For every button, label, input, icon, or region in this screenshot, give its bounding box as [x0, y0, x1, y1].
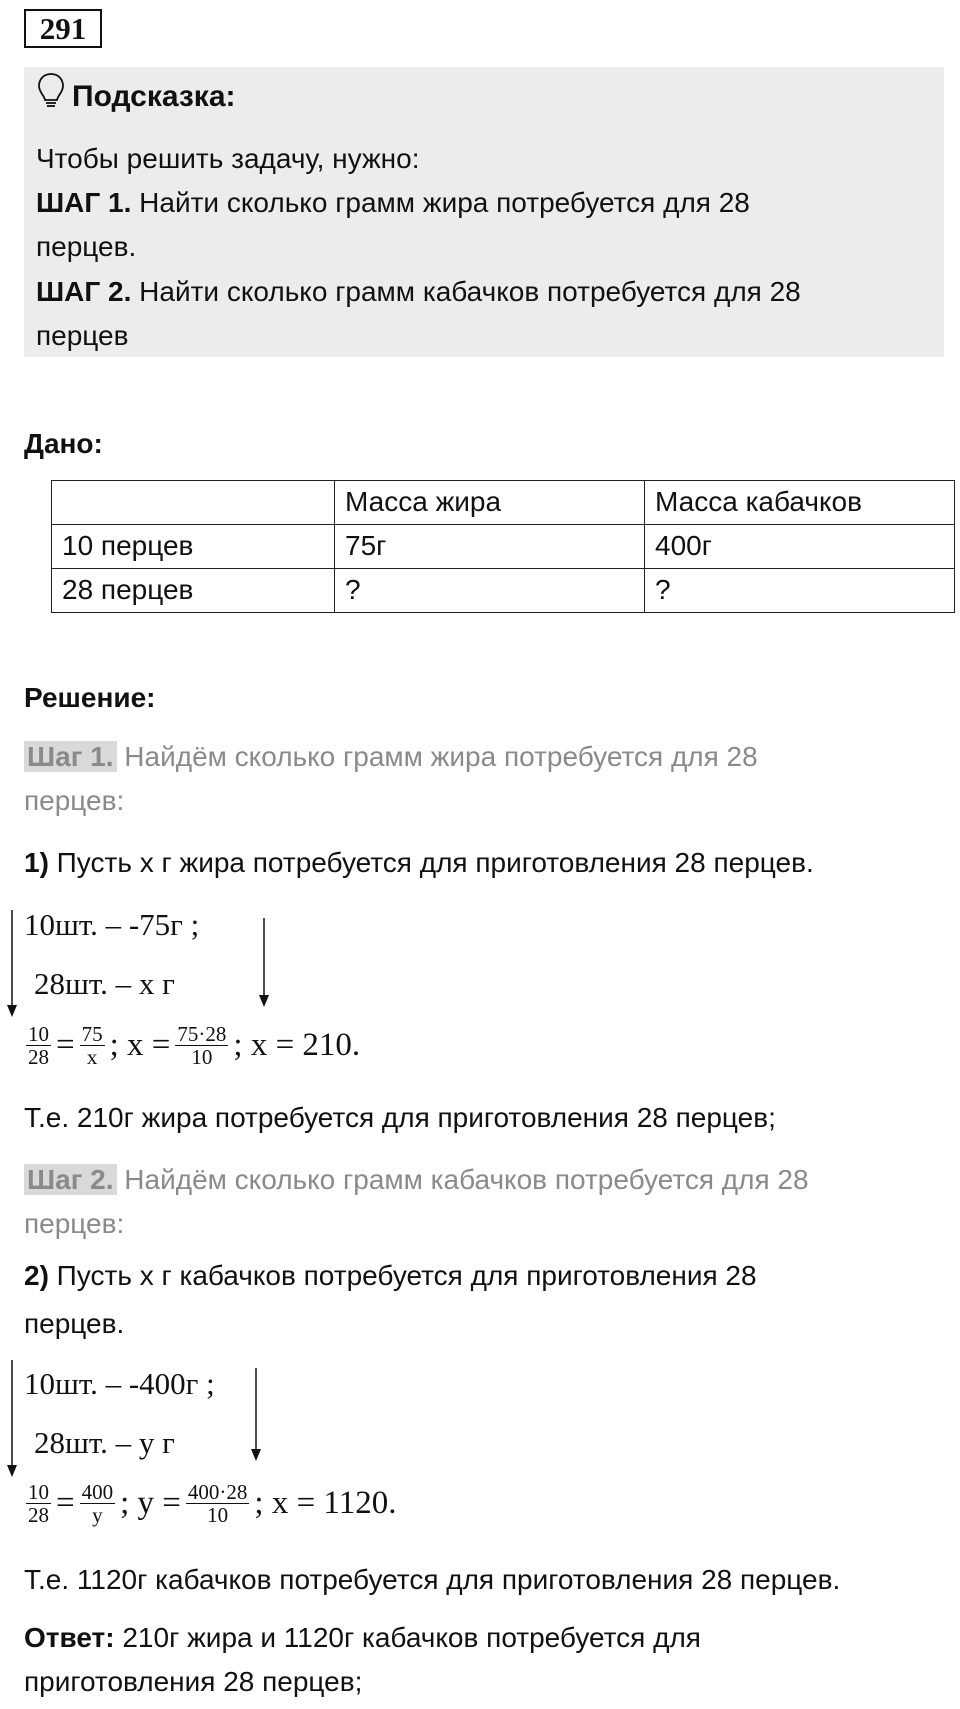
fraction	[26, 1023, 51, 1068]
fraction	[80, 1023, 105, 1068]
step2-tag: Шаг 2.	[24, 1164, 117, 1195]
step1-heading-cont: перцев:	[24, 785, 125, 816]
table-cell: ?	[335, 569, 645, 613]
numerator: 400·28	[187, 1480, 248, 1505]
fraction	[186, 1481, 250, 1526]
hint-step2-text: Найти сколько грамм кабачков потребуется для 28	[131, 276, 801, 307]
table-cell: 400г	[645, 525, 955, 569]
proportion2-line1: 10шт. – -400г ;	[24, 1366, 215, 1401]
hint-step1-cont: перцев.	[36, 231, 137, 262]
answer-label: Ответ:	[24, 1622, 115, 1653]
answer	[24, 1618, 701, 1659]
numerator: 75·28	[177, 1022, 227, 1047]
equation1	[24, 1022, 363, 1070]
numerator: 10	[28, 1480, 49, 1505]
equation-text: ; х = 1120.	[254, 1485, 397, 1521]
step1-text: Найдём сколько грамм жира потребуется для 28	[116, 741, 758, 772]
solution-title: Решение:	[24, 682, 156, 713]
fraction	[80, 1481, 116, 1526]
item2-cont: перцев.	[24, 1308, 125, 1339]
equation2	[24, 1480, 399, 1528]
hint-step2-label: ШАГ 2.	[36, 276, 132, 307]
equals-sign: =	[56, 1027, 75, 1063]
table-cell: 10 перцев	[52, 525, 335, 569]
step1-result: Т.е. 210г жира потребуется для приготовления 28 перцев;	[24, 1102, 776, 1133]
item1-number: 1)	[24, 847, 49, 878]
denominator: 10	[191, 1045, 213, 1070]
hint-title: Подсказка:	[72, 80, 236, 114]
answer-cont: приготовления 28 перцев;	[24, 1666, 363, 1697]
problem-number: 291	[24, 9, 102, 48]
fraction	[175, 1023, 228, 1068]
table-cell: ?	[645, 569, 955, 613]
denominator: 10	[207, 1503, 229, 1528]
proportion1-line1: 10шт. – -75г ;	[24, 907, 200, 942]
numerator: 10	[28, 1022, 49, 1047]
denominator: 28	[28, 1503, 49, 1528]
table-header-cell: Масса кабачков	[645, 481, 955, 525]
item2	[24, 1256, 757, 1297]
table-header-cell: Масса жира	[335, 481, 645, 525]
given-title: Дано:	[24, 428, 103, 459]
table-cell: 75г	[335, 525, 645, 569]
hint-step2-cont: перцев	[36, 320, 129, 351]
step2-heading-cont: перцев:	[24, 1208, 125, 1239]
step2-result: Т.е. 1120г кабачков потребуется для приготовления 28 перцев.	[24, 1564, 841, 1595]
numerator: 400	[81, 1480, 114, 1505]
step1-tag: Шаг 1.	[24, 741, 117, 772]
denominator: y	[92, 1503, 103, 1528]
proportion2-line2: 28шт. – y г	[34, 1425, 175, 1460]
table-cell: 28 перцев	[52, 569, 335, 613]
item2-number: 2)	[24, 1260, 49, 1291]
step2-heading	[24, 1160, 809, 1201]
hint-step1-text: Найти сколько грамм жира потребуется для 28	[131, 187, 750, 218]
hint-step1-label: ШАГ 1.	[36, 187, 132, 218]
equals-sign: =	[56, 1485, 75, 1521]
proportion1-line2: 28шт. – х г	[34, 966, 175, 1001]
equation-text: ; х =	[109, 1027, 171, 1063]
numerator: 75	[81, 1022, 103, 1047]
fraction	[26, 1481, 51, 1526]
denominator: 28	[28, 1045, 49, 1070]
hint-intro: Чтобы решить задачу, нужно:	[36, 143, 420, 174]
answer-text: 210г жира и 1120г кабачков потребуется для	[114, 1622, 701, 1653]
step2-text: Найдём сколько грамм кабачков потребуется для 28	[116, 1164, 809, 1195]
equation-text: ; х = 210.	[233, 1027, 361, 1063]
item1-text: Пусть х г жира потребуется для приготовления 28 перцев.	[48, 847, 814, 878]
item2-text: Пусть х г кабачков потребуется для приготовления 28	[48, 1260, 757, 1291]
equation-text: ; y =	[120, 1485, 181, 1521]
denominator: х	[86, 1045, 98, 1070]
